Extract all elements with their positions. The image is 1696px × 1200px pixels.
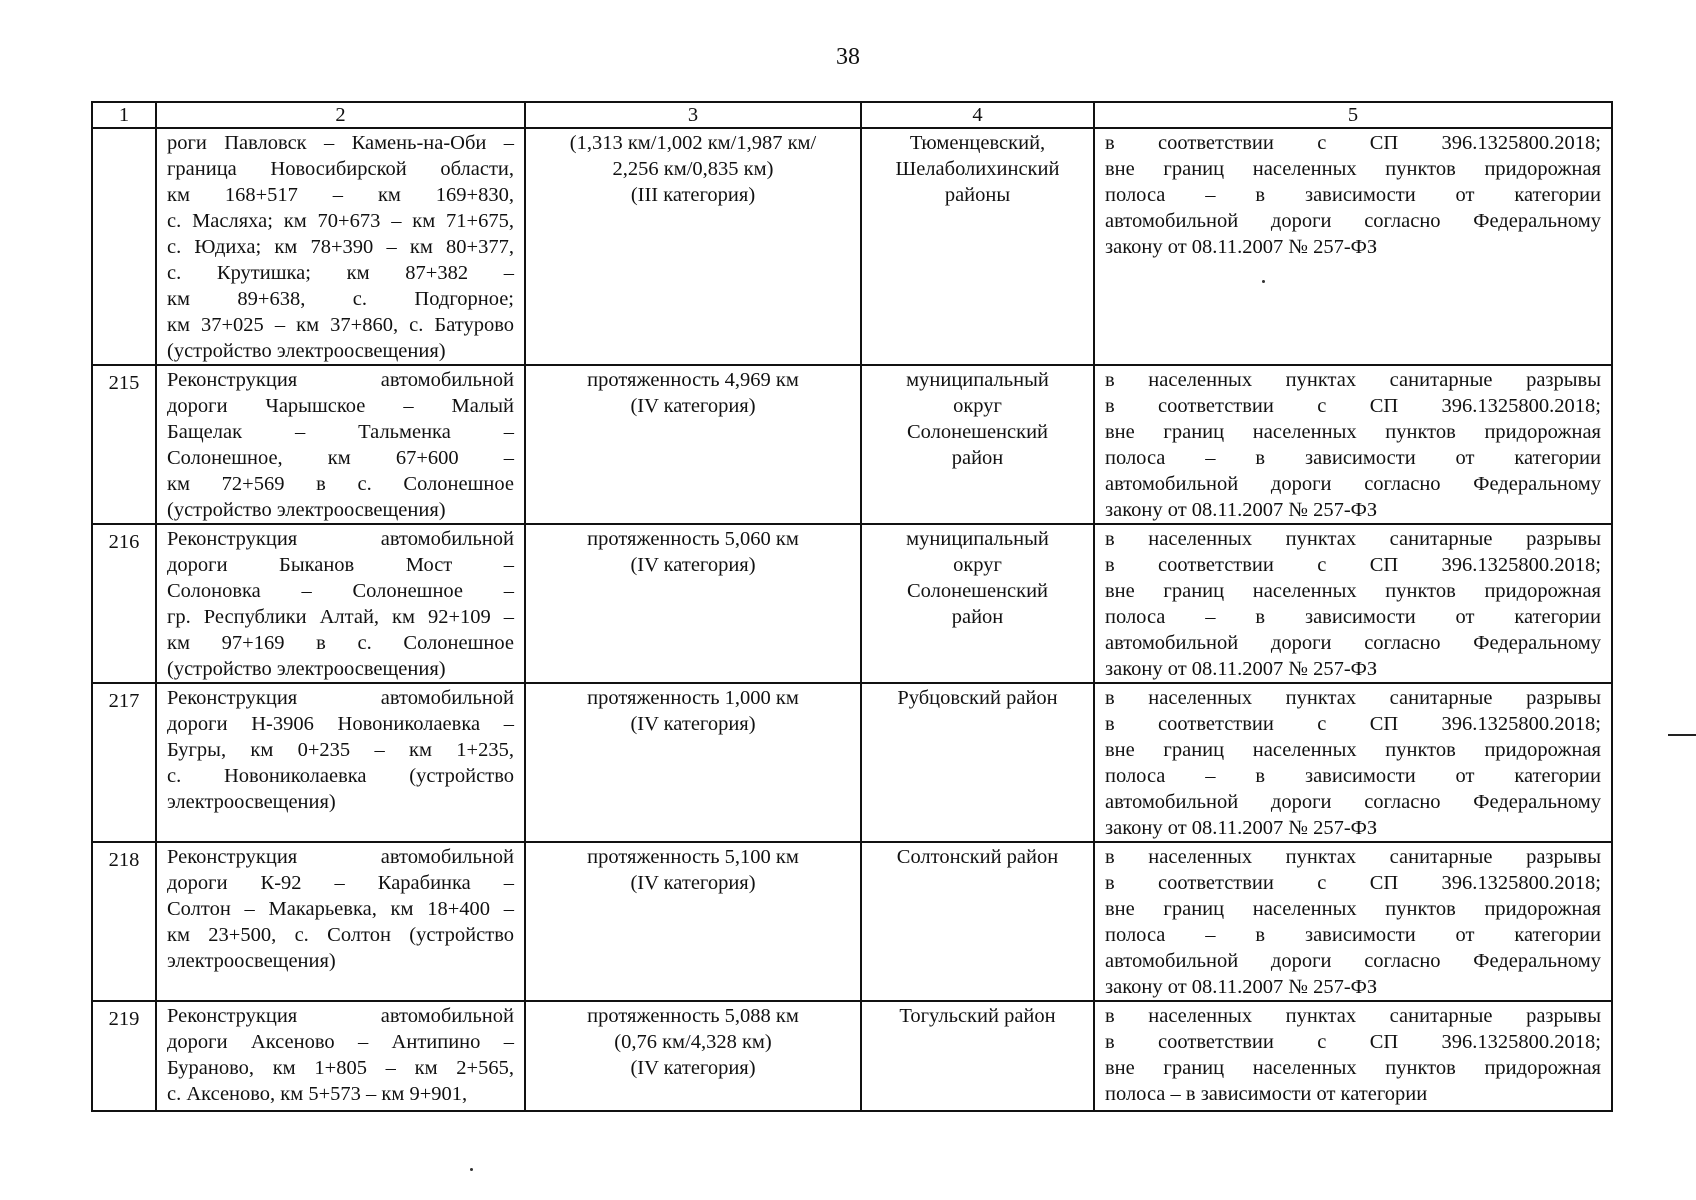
cell-line: вне границ населенных пунктов придорожная: [1105, 580, 1601, 602]
cell-line: закону от 08.11.2007 № 257-ФЗ: [1105, 817, 1378, 839]
cell-line: Солонешенский: [906, 421, 1049, 443]
cell-line: район: [951, 447, 1004, 469]
cell-line: в соответствии с СП 396.1325800.2018;: [1105, 713, 1601, 735]
cell-line: в соответствии с СП 396.1325800.2018;: [1105, 872, 1601, 894]
district-cell: [861, 683, 1094, 842]
header-cell: 3: [525, 102, 861, 128]
cell-line: км 97+169 в с. Солонешное: [167, 632, 514, 654]
cell-line: дороги Н-3906 Новониколаевка –: [167, 713, 514, 735]
cell-line: в соответствии с СП 396.1325800.2018;: [1105, 132, 1601, 154]
cell-line: вне границ населенных пунктов придорожная: [1105, 898, 1601, 920]
extent-cell: [525, 128, 861, 365]
object-cell: [156, 683, 525, 842]
row-number-cell: 215: [92, 365, 156, 524]
district-cell: [861, 1001, 1094, 1111]
cell-line: (IV категория): [630, 554, 756, 576]
header-cell: 4: [861, 102, 1094, 128]
zone-cell: [1094, 128, 1612, 365]
cell-line: Бураново, км 1+805 – км 2+565,: [167, 1057, 514, 1079]
cell-line: закону от 08.11.2007 № 257-ФЗ: [1105, 976, 1378, 998]
row-number-cell: 216: [92, 524, 156, 683]
cell-line: (устройство электроосвещения): [167, 658, 446, 680]
cell-line: автомобильной дороги согласно Федеральному: [1105, 473, 1601, 495]
cell-line: закону от 08.11.2007 № 257-ФЗ: [1105, 499, 1378, 521]
document-table: [91, 101, 1613, 1112]
cell-line: в населенных пунктах санитарные разрывы: [1105, 687, 1601, 709]
cell-line: Реконструкция автомобильной: [167, 369, 514, 391]
cell-line: с. Крутишка; км 87+382 –: [167, 262, 514, 284]
object-cell: [156, 842, 525, 1001]
cell-line: полоса – в зависимости от категории: [1105, 447, 1601, 469]
table-row: [92, 683, 1612, 842]
cell-line: (IV категория): [630, 872, 756, 894]
cell-line: вне границ населенных пунктов придорожная: [1105, 158, 1601, 180]
zone-cell: [1094, 1001, 1612, 1111]
object-cell: [156, 524, 525, 683]
district-cell: [861, 128, 1094, 365]
cell-line: (IV категория): [630, 713, 756, 735]
cell-line: электроосвещения): [167, 791, 336, 813]
scan-edge-mark: [1668, 734, 1696, 736]
cell-line: в соответствии с СП 396.1325800.2018;: [1105, 1031, 1601, 1053]
cell-line: с. Аксеново, км 5+573 – км 9+901,: [167, 1083, 468, 1105]
extent-cell: [525, 842, 861, 1001]
zone-cell: [1094, 842, 1612, 1001]
cell-line: (III категория): [630, 184, 756, 206]
page-number: 38: [836, 44, 860, 70]
cell-line: муниципальный: [906, 369, 1049, 391]
district-cell: [861, 524, 1094, 683]
cell-line: в населенных пунктах санитарные разрывы: [1105, 528, 1601, 550]
header-cell: 5: [1094, 102, 1612, 128]
cell-line: (устройство электроосвещения): [167, 499, 446, 521]
cell-line: автомобильной дороги согласно Федеральному: [1105, 210, 1601, 232]
cell-line: Рубцовский район: [897, 687, 1058, 709]
cell-line: Реконструкция автомобильной: [167, 846, 514, 868]
cell-line: дороги Аксеново – Антипино –: [167, 1031, 514, 1053]
cell-line: протяженность 5,100 км: [587, 846, 799, 868]
cell-line: с. Новониколаевка (устройство: [167, 765, 514, 787]
extent-cell: [525, 683, 861, 842]
cell-line: гр. Республики Алтай, км 92+109 –: [167, 606, 514, 628]
cell-line: с. Масляха; км 70+673 – км 71+675,: [167, 210, 514, 232]
cell-line: автомобильной дороги согласно Федеральному: [1105, 632, 1601, 654]
header-cell: 1: [92, 102, 156, 128]
cell-line: Солонешенский: [906, 580, 1049, 602]
cell-line: вне границ населенных пунктов придорожная: [1105, 421, 1601, 443]
cell-line: округ: [953, 395, 1002, 417]
table-row: [92, 1001, 1612, 1111]
cell-line: (устройство электроосвещения): [167, 340, 446, 362]
cell-line: муниципальный: [906, 528, 1049, 550]
cell-line: граница Новосибирской области,: [167, 158, 514, 180]
object-cell: [156, 1001, 525, 1111]
cell-line: в соответствии с СП 396.1325800.2018;: [1105, 554, 1601, 576]
scan-speck: [470, 1168, 473, 1171]
cell-line: автомобильной дороги согласно Федеральному: [1105, 791, 1601, 813]
cell-line: дороги К-92 – Карабинка –: [167, 872, 514, 894]
district-cell: [861, 365, 1094, 524]
cell-line: полоса – в зависимости от категории: [1105, 765, 1601, 787]
cell-line: Солоновка – Солонешное –: [167, 580, 514, 602]
cell-line: (IV категория): [630, 395, 756, 417]
cell-line: в населенных пунктах санитарные разрывы: [1105, 369, 1601, 391]
cell-line: в населенных пунктах санитарные разрывы: [1105, 846, 1601, 868]
cell-line: с. Юдиха; км 78+390 – км 80+377,: [167, 236, 514, 258]
row-number-cell: 218: [92, 842, 156, 1001]
cell-line: км 168+517 – км 169+830,: [167, 184, 514, 206]
cell-line: Тогульский район: [899, 1005, 1056, 1027]
cell-line: электроосвещения): [167, 950, 336, 972]
cell-line: полоса – в зависимости от категории: [1105, 184, 1601, 206]
header-cell: 2: [156, 102, 525, 128]
cell-line: км 72+569 в с. Солонешное: [167, 473, 514, 495]
cell-line: Солтон – Макарьевка, км 18+400 –: [167, 898, 514, 920]
cell-line: Тюменцевский,: [909, 132, 1046, 154]
cell-line: Солтонский район: [896, 846, 1059, 868]
table-header-row: [92, 102, 1612, 128]
zone-cell: [1094, 524, 1612, 683]
cell-line: км 37+025 – км 37+860, с. Батурово: [167, 314, 514, 336]
row-number-cell: 219: [92, 1001, 156, 1111]
cell-line: км 23+500, с. Солтон (устройство: [167, 924, 514, 946]
extent-cell: [525, 365, 861, 524]
cell-line: Реконструкция автомобильной: [167, 1005, 514, 1027]
cell-line: полоса – в зависимости от категории: [1105, 924, 1601, 946]
zone-cell: [1094, 365, 1612, 524]
cell-line: Реконструкция автомобильной: [167, 687, 514, 709]
cell-line: Реконструкция автомобильной: [167, 528, 514, 550]
cell-line: роги Павловск – Камень-на-Оби –: [167, 132, 514, 154]
extent-cell: [525, 524, 861, 683]
table-row: [92, 524, 1612, 683]
extent-cell: [525, 1001, 861, 1111]
cell-line: (1,313 км/1,002 км/1,987 км/: [569, 132, 817, 154]
district-cell: [861, 842, 1094, 1001]
cell-line: район: [951, 606, 1004, 628]
cell-line: Бугры, км 0+235 – км 1+235,: [167, 739, 514, 761]
table-row: [92, 128, 1612, 365]
cell-line: км 89+638, с. Подгорное;: [167, 288, 514, 310]
cell-line: округ: [953, 554, 1002, 576]
cell-line: закону от 08.11.2007 № 257-ФЗ: [1105, 658, 1378, 680]
zone-cell: [1094, 683, 1612, 842]
object-cell: [156, 365, 525, 524]
cell-line: в населенных пунктах санитарные разрывы: [1105, 1005, 1601, 1027]
cell-line: полоса – в зависимости от категории: [1105, 606, 1601, 628]
cell-line: протяженность 4,969 км: [587, 369, 799, 391]
cell-line: (0,76 км/4,328 км): [614, 1031, 772, 1053]
row-number-cell: 217: [92, 683, 156, 842]
cell-line: дороги Чарышское – Малый: [167, 395, 514, 417]
scan-speck: [1262, 280, 1265, 283]
cell-line: закону от 08.11.2007 № 257-ФЗ: [1105, 236, 1378, 258]
cell-line: Солонешное, км 67+600 –: [167, 447, 514, 469]
cell-line: (IV категория): [630, 1057, 756, 1079]
cell-line: Бащелак – Тальменка –: [167, 421, 514, 443]
cell-line: вне границ населенных пунктов придорожная: [1105, 739, 1601, 761]
cell-line: полоса – в зависимости от категории: [1105, 1083, 1428, 1105]
cell-line: Шелаболихинский: [895, 158, 1060, 180]
cell-line: районы: [944, 184, 1011, 206]
cell-line: вне границ населенных пунктов придорожная: [1105, 1057, 1601, 1079]
cell-line: 2,256 км/0,835 км): [612, 158, 774, 180]
cell-line: в соответствии с СП 396.1325800.2018;: [1105, 395, 1601, 417]
cell-line: дороги Быканов Мост –: [167, 554, 514, 576]
row-number-cell: [92, 128, 156, 365]
object-cell: [156, 128, 525, 365]
table-row: [92, 365, 1612, 524]
cell-line: протяженность 5,088 км: [587, 1005, 799, 1027]
cell-line: автомобильной дороги согласно Федеральному: [1105, 950, 1601, 972]
table-row: [92, 842, 1612, 1001]
cell-line: протяженность 5,060 км: [587, 528, 799, 550]
cell-line: протяженность 1,000 км: [587, 687, 799, 709]
